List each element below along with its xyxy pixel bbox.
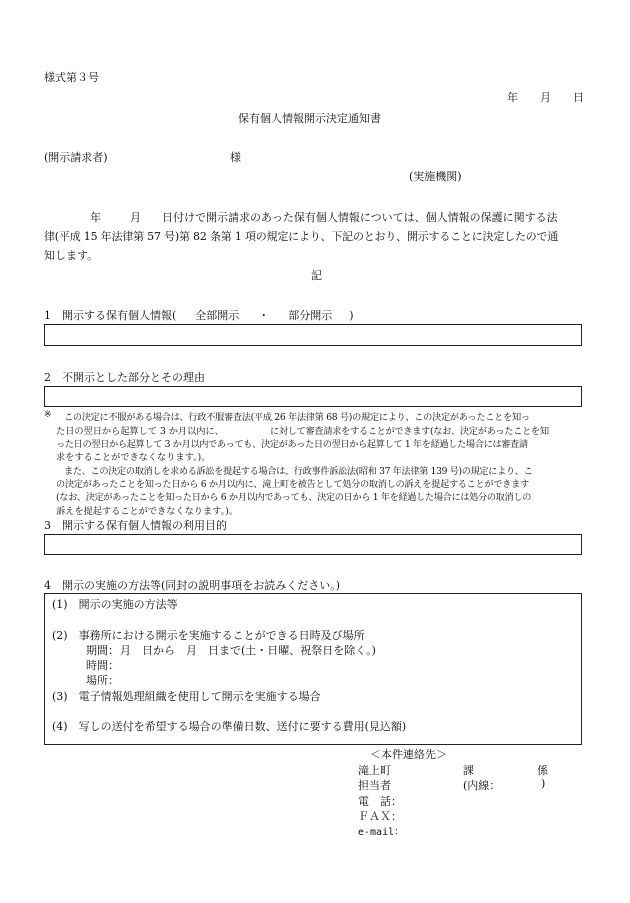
ki-mark: 記 <box>311 269 322 282</box>
honorific: 様 <box>230 151 241 164</box>
page-title: 保有個人情報開示決定通知書 <box>238 112 381 125</box>
requester-label: (開示請求者) <box>44 151 108 164</box>
contact-tel: 電 話： <box>358 795 402 808</box>
time-label: 時間： <box>86 659 119 672</box>
period-label: 期間： <box>86 644 119 657</box>
notice-p2-line4: 訴えを提起することができなくなります。)。 <box>56 506 238 517</box>
form-number: 様式第３号 <box>44 71 99 84</box>
intro-month: 月 <box>130 211 141 224</box>
contact-heading: ＜本件連絡先＞ <box>370 748 447 761</box>
notice-p1-line2b: に対して審査請求をすることができます(なお、決定があったことを知 <box>270 426 549 437</box>
contact-extension-close: ) <box>541 777 546 790</box>
place-label: 場所： <box>86 674 119 687</box>
section2-input-box[interactable] <box>44 386 582 407</box>
period-text: 月 日から 月 日まで(土・日曜、祝祭日を除く。) <box>120 644 376 657</box>
section4-item4: (4) 写しの送付を希望する場合の準備日数、送付に要する費用(見込額) <box>52 720 407 733</box>
contact-kakari: 係 <box>537 764 548 777</box>
section2-label: 2 不開示とした部分とその理由 <box>44 371 205 384</box>
intro-line-2: 律(平成 15 年法律第 57 号)第 82 条第 1 項の規定により、下記のとおり、開示することに決定したので通 <box>44 230 559 243</box>
date-month: 月 <box>540 91 551 104</box>
section1-input-box[interactable] <box>44 324 582 346</box>
option-partial-disclosure[interactable]: 部分開示 <box>288 309 333 322</box>
intro-year: 年 <box>90 211 101 224</box>
notice-p1-line2a: た日の翌日から起算して 3 か月以内に、 <box>56 426 224 437</box>
intro-line-3: 知します。 <box>44 249 99 262</box>
notice-p1-line3: った日の翌日から起算して 3 か月以内であっても、決定があった日の翌日から起算して 1 年を経過した場合には審査請 <box>56 439 528 450</box>
notice-p2-line2: の決定があったことを知った日から 6 か月以内に、滝上町を被告として処分の取消しの訴えを提起することができます <box>56 479 529 490</box>
section3-label: 3 開示する保有個人情報の利用目的 <box>44 519 227 532</box>
contact-ka: 課 <box>463 764 474 777</box>
agency-label: (実施機関) <box>409 170 462 183</box>
contact-email: e-mail： <box>358 827 405 838</box>
notice-p2-line3: (なお、決定があったことを知った日から 6 か月以内であっても、決定の日から 1 年を経過した場合には処分の取消しの <box>56 492 532 503</box>
contact-town: 滝上町 <box>358 764 391 777</box>
notice-p1-line4: 求をすることができなくなります。)。 <box>56 452 211 463</box>
section4-label: 4 開示の実施の方法等(同封の説明事項をお読みください。) <box>44 579 341 592</box>
section3-input-box[interactable] <box>44 534 582 555</box>
intro-line-1: 日付けで開示請求のあった保有個人情報については、個人情報の保護に関する法 <box>162 211 558 224</box>
contact-extension: (内線： <box>463 779 501 792</box>
section4-item1: (1) 開示の実施の方法等 <box>52 598 178 611</box>
date-day: 日 <box>573 91 584 104</box>
notice-mark: ※ <box>44 409 52 420</box>
section1-label: 1 開示する保有個人情報( 全部開示 ・ 部分開示 ) <box>44 309 354 322</box>
section4-item2: (2) 事務所における開示を実施することができる日時及び場所 <box>52 629 365 642</box>
date-year: 年 <box>507 91 518 104</box>
contact-fax: ＦＡＸ： <box>358 810 402 823</box>
contact-person: 担当者 <box>358 779 391 792</box>
notice-p1-line1: この決定に不服がある場合は、行政不服審査法(平成 26 年法律第 68 号)の規定により、この決定があったことを知っ <box>64 412 530 423</box>
notice-p2-line1: また、この決定の取消しを求める訴訟を提起する場合は、行政事件訴訟法(昭和 37 年法律第 139 号)の規定により、こ <box>64 466 533 477</box>
section4-item3: (3) 電子情報処理組織を使用して開示を実施する場合 <box>52 690 321 703</box>
option-full-disclosure[interactable]: 全部開示 <box>195 309 240 322</box>
